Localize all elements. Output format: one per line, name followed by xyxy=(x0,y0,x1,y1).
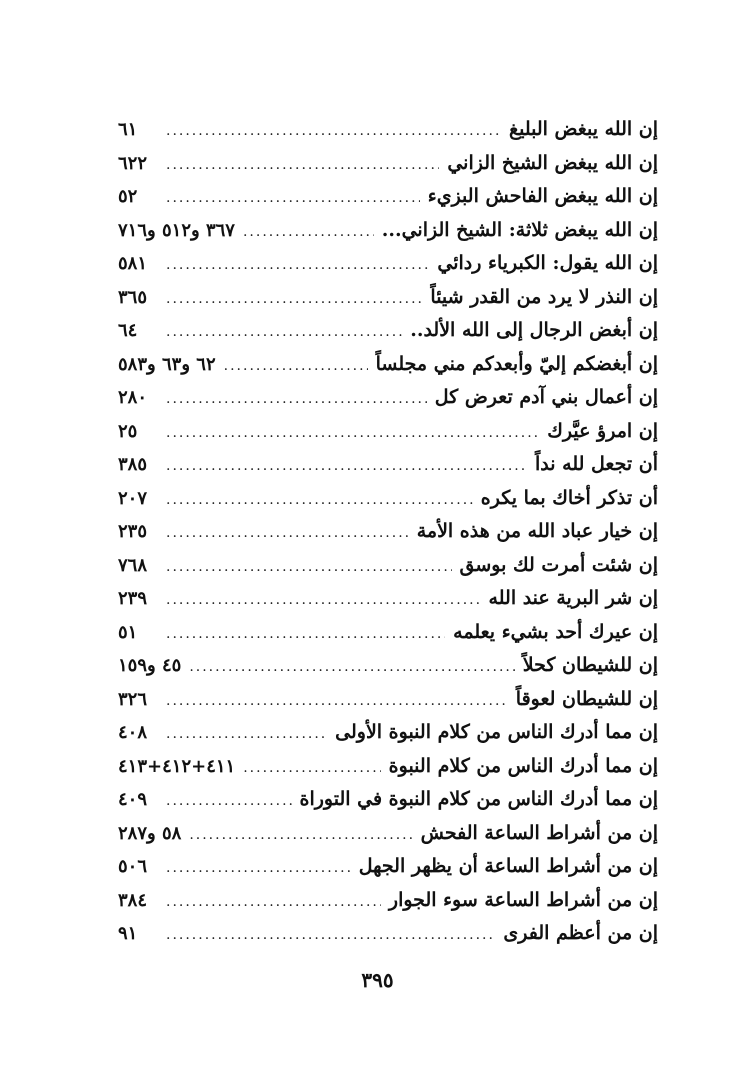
index-entry xyxy=(118,817,658,851)
index-entry xyxy=(118,515,658,549)
entry-text: إن للشيطان لعوقاً xyxy=(515,687,658,710)
entry-page-refs: ٧٦٨ xyxy=(118,554,148,576)
entry-page-refs: ٥٨ و٢٨٧ xyxy=(118,822,182,844)
index-entry xyxy=(118,348,658,382)
entry-page-refs: ٤١١+٤١٢+٤١٣ xyxy=(118,755,236,777)
dot-leader xyxy=(166,584,481,616)
index-entry xyxy=(118,314,658,348)
hadith-index-list xyxy=(118,113,658,951)
dot-leader xyxy=(166,417,539,449)
dot-leader xyxy=(166,886,381,918)
index-entry xyxy=(118,415,658,449)
entry-text: إن أعمال بني آدم تعرض كل xyxy=(434,386,658,408)
entry-page-refs: ٦٢٢ xyxy=(118,152,148,174)
entry-text: إن الله يبغض ثلاثة: الشيخ الزاني... xyxy=(381,218,658,241)
entry-page-refs: ٣٦٥ xyxy=(118,286,148,308)
index-entry xyxy=(118,917,658,951)
dot-leader xyxy=(166,283,422,315)
dot-leader xyxy=(166,685,508,717)
entry-text: إن مما أدرك الناس من كلام النبوة الأولى xyxy=(335,721,658,743)
entry-text: إن خيار عباد الله من هذه الأمة xyxy=(416,520,658,542)
index-entry xyxy=(118,649,658,683)
entry-page-refs: ٢٣٥ xyxy=(118,521,148,542)
index-entry xyxy=(118,147,658,181)
entry-page-refs: ٦٢ و٦٣ و٥٨٣ xyxy=(118,353,216,375)
index-entry xyxy=(118,716,658,750)
entry-text: إن من أشراط الساعة سوء الجوار xyxy=(388,888,658,911)
index-entry xyxy=(118,180,658,214)
entry-page-refs: ٣٦٧ و٥١٢ و٧١٦ xyxy=(118,219,235,241)
entry-page-refs: ٢٥ xyxy=(118,420,138,442)
index-entry xyxy=(118,214,658,248)
entry-page-refs: ٤٥ و١٥٩ xyxy=(118,655,182,676)
entry-page-refs: ٥٨١ xyxy=(118,253,148,274)
index-entry xyxy=(118,750,658,784)
entry-text: إن الله يبغض البليغ xyxy=(508,118,658,140)
entry-page-refs: ٦٤ xyxy=(118,320,138,341)
entry-text: إن مما أدرك الناس من كلام النبوة في التوراة xyxy=(299,788,658,810)
entry-page-refs: ٥١ xyxy=(118,621,138,643)
entry-text: أن تجعل لله نداً xyxy=(535,453,658,475)
page-number: ٣٩٥ xyxy=(361,968,394,992)
entry-text: إن عيرك أحد بشيء يعلمه xyxy=(453,620,658,643)
entry-page-refs: ٤٠٨ xyxy=(118,722,148,743)
entry-text: إن من أشراط الساعة الفحش xyxy=(420,821,658,844)
dot-leader xyxy=(166,249,429,281)
entry-page-refs: ٢٨٠ xyxy=(118,387,148,408)
dot-leader xyxy=(243,216,374,248)
index-entry xyxy=(118,247,658,281)
entry-text: إن امرؤ عيَّرك xyxy=(547,419,658,442)
entry-text: إن مما أدرك الناس من كلام النبوة xyxy=(388,754,658,777)
dot-leader xyxy=(166,149,439,181)
dot-leader xyxy=(166,718,327,750)
dot-leader xyxy=(224,350,368,382)
index-entry xyxy=(118,783,658,817)
dot-leader xyxy=(166,919,495,951)
dot-leader xyxy=(166,618,445,650)
index-entry xyxy=(118,582,658,616)
index-entry xyxy=(118,850,658,884)
index-entry xyxy=(118,448,658,482)
dot-leader xyxy=(166,484,473,516)
index-entry xyxy=(118,113,658,147)
index-entry xyxy=(118,549,658,583)
entry-page-refs: ٤٠٩ xyxy=(118,789,148,810)
dot-leader xyxy=(166,785,292,817)
entry-page-refs: ٦١ xyxy=(118,119,138,140)
entry-text: إن شر البرية عند الله xyxy=(488,587,658,609)
entry-page-refs: ٢٠٧ xyxy=(118,487,148,509)
dot-leader xyxy=(166,182,420,214)
entry-text: إن الله يقول: الكبرياء ردائي xyxy=(437,252,658,274)
entry-page-refs: ٣٨٥ xyxy=(118,454,148,475)
dot-leader xyxy=(166,383,427,415)
index-entry xyxy=(118,482,658,516)
entry-page-refs: ٥٢ xyxy=(118,186,138,207)
entry-page-refs: ٩١ xyxy=(118,923,138,944)
index-entry xyxy=(118,884,658,918)
entry-text: أن تذكر أخاك بما يكره xyxy=(480,486,658,509)
index-entry xyxy=(118,616,658,650)
dot-leader xyxy=(166,551,452,583)
entry-text: إن الله يبغض الفاحش البزيء xyxy=(427,185,658,207)
index-entry xyxy=(118,381,658,415)
dot-leader xyxy=(243,752,380,784)
index-entry xyxy=(118,281,658,315)
entry-text: إن أبغض الرجال إلى الله الألد.. xyxy=(410,319,658,341)
dot-leader xyxy=(166,450,527,482)
dot-leader xyxy=(166,316,402,348)
entry-text: إن من أشراط الساعة أن يظهر الجهل xyxy=(358,855,658,877)
entry-page-refs: ٣٢٦ xyxy=(118,688,148,710)
entry-text: إن للشيطان كحلاً xyxy=(522,654,658,676)
entry-text: إن شئت أمرت لك بوسق xyxy=(459,553,658,576)
entry-text: إن النذر لا يرد من القدر شيئاً xyxy=(430,285,658,308)
entry-text: إن من أعظم الفرى xyxy=(503,922,658,944)
dot-leader xyxy=(189,819,412,851)
entry-page-refs: ٥٠٦ xyxy=(118,856,148,877)
dot-leader xyxy=(189,651,514,683)
entry-page-refs: ٢٣٩ xyxy=(118,588,148,609)
dot-leader xyxy=(166,517,409,549)
entry-page-refs: ٣٨٤ xyxy=(118,889,148,911)
entry-text: إن الله يبغض الشيخ الزاني xyxy=(447,151,658,174)
dot-leader xyxy=(166,115,501,147)
entry-text: إن أبغضكم إليّ وأبعدكم مني مجلساً xyxy=(375,352,658,375)
dot-leader xyxy=(166,852,351,884)
index-entry xyxy=(118,683,658,717)
